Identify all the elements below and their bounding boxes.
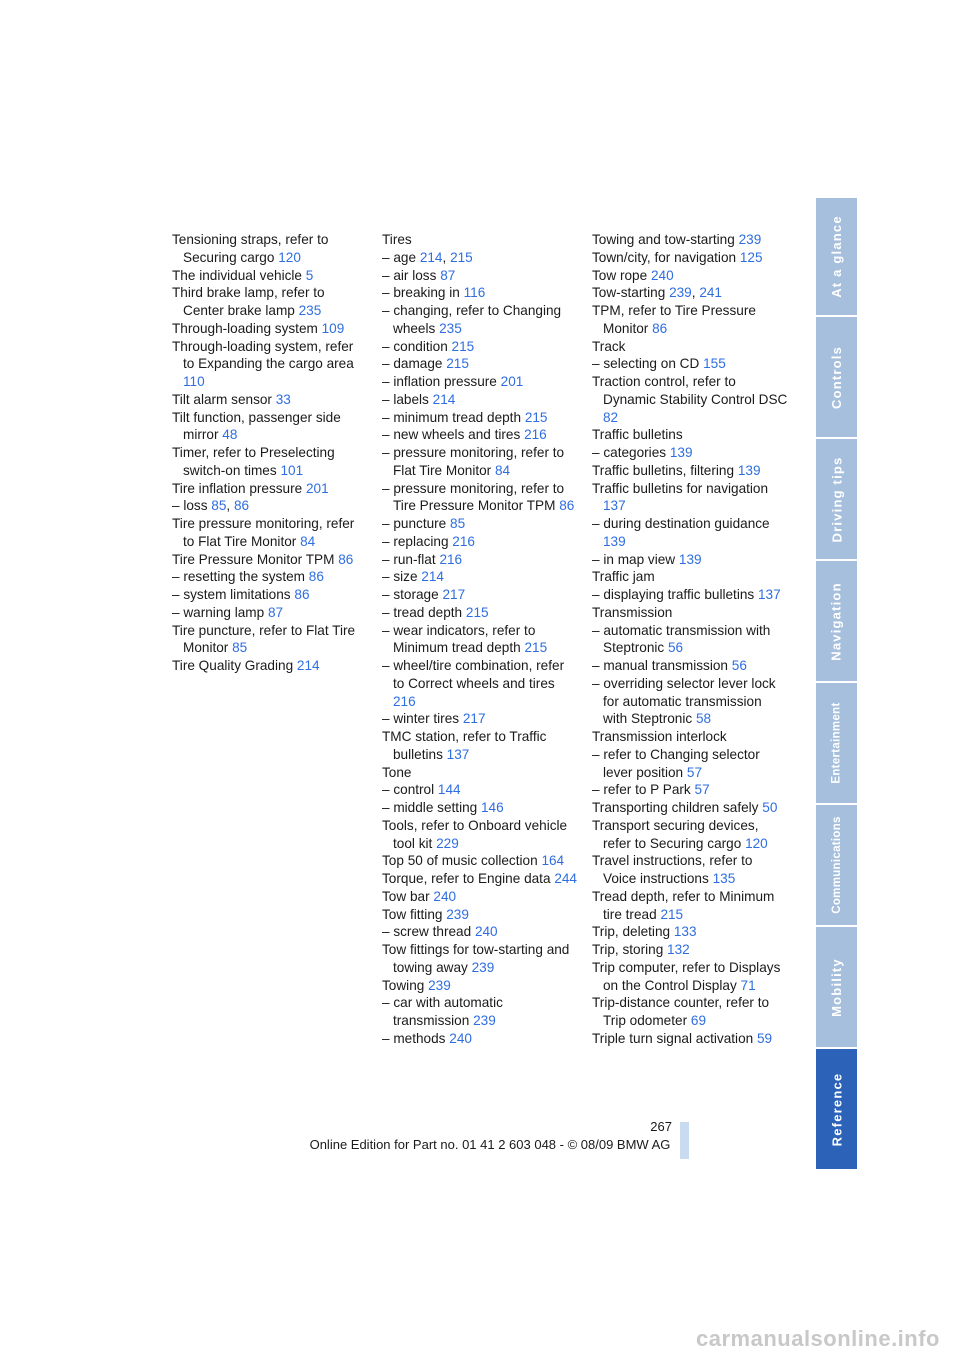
page-link[interactable]: 71 [740, 977, 756, 993]
index-entry [592, 888, 788, 924]
page-link[interactable]: 215 [465, 604, 489, 620]
index-entry: – age 214, 215 [382, 249, 473, 265]
index-term: – categories [592, 445, 667, 460]
tab-label: At a glance [829, 215, 844, 298]
index-entry [382, 338, 578, 356]
index-entry [382, 409, 578, 427]
index-term: Transmission interlock [592, 729, 727, 744]
index-term: Tire Quality Grading [172, 658, 294, 673]
index-entry [592, 302, 788, 338]
page-link[interactable]: 56 [668, 640, 684, 656]
index-term: – loss [172, 498, 208, 514]
index-entry [382, 284, 578, 302]
index-entry [592, 355, 788, 373]
index-entry [172, 657, 368, 675]
tab-label: Navigation [829, 581, 844, 661]
index-term: Triple turn signal activation [592, 1030, 754, 1046]
index-term: – refer to P Park [592, 782, 691, 798]
index-entry [592, 728, 788, 746]
index-term: Through-loading system, refer to Expanding the cargo area [172, 338, 354, 372]
index-term: Tow fitting [382, 906, 443, 922]
index-term: The individual vehicle [172, 267, 302, 283]
page-link[interactable]: 216 [439, 551, 463, 567]
index-entry [382, 1030, 578, 1048]
index-entry [382, 710, 578, 728]
index-term: Transport securing devices, refer to Securing cargo [592, 817, 759, 851]
page-link[interactable]: 50 [762, 800, 778, 815]
page-link[interactable]: 214 [296, 658, 320, 673]
page-link[interactable]: 240 [449, 1030, 472, 1046]
tab-mobility[interactable] [816, 927, 857, 1047]
index-term: – winter tires [382, 711, 460, 727]
page-link[interactable]: 214 [421, 569, 444, 585]
index-entry [382, 923, 578, 941]
index-term: – replacing [382, 533, 449, 549]
index-entry [592, 923, 788, 941]
index-entry [382, 657, 578, 710]
index-entry [592, 231, 788, 249]
index-term: – puncture [382, 516, 447, 531]
page-link[interactable]: 86 [308, 569, 324, 585]
index-entry [592, 959, 788, 995]
index-entry [592, 604, 788, 622]
index-term: Travel instructions, refer to Voice instructions [592, 853, 753, 886]
index-term: – methods [382, 1030, 446, 1046]
page-link[interactable]: 216 [524, 427, 547, 443]
page-link[interactable]: 85 [211, 498, 227, 514]
index-entry [382, 622, 578, 658]
index-entry [382, 480, 578, 516]
page-link[interactable]: 215 [450, 249, 473, 265]
index-entry: – loss 85, 86 [172, 498, 250, 514]
page-link[interactable]: 139 [678, 551, 702, 567]
page-link[interactable]: 48 [222, 427, 238, 443]
index-term: – tread depth [382, 604, 463, 620]
index-entry [592, 622, 788, 658]
index-entry [382, 515, 578, 533]
page-link[interactable]: 215 [660, 906, 684, 922]
index-entry [172, 231, 368, 267]
index-term: Torque, refer to Engine data [382, 871, 551, 886]
page-link[interactable]: 139 [603, 533, 626, 549]
index-entry [172, 604, 368, 622]
page-link[interactable]: 5 [305, 267, 314, 283]
index-entry [172, 391, 368, 409]
index-entry [382, 426, 578, 444]
index-term: – run-flat [382, 551, 436, 567]
page-link[interactable]: 239 [473, 1013, 496, 1028]
page-link[interactable]: 215 [446, 356, 469, 372]
index-term: Tensioning straps, refer to Securing cargo [172, 232, 329, 265]
index-column-3 [592, 231, 788, 1048]
page-link[interactable]: 214 [432, 391, 456, 407]
index-term: Transmission [592, 604, 673, 620]
page-link[interactable]: 240 [433, 888, 457, 904]
index-term: – wear indicators, refer to Minimum tread depth [382, 622, 536, 656]
index-term: – automatic transmission with Steptronic [592, 622, 771, 656]
page-link[interactable]: 85 [450, 516, 466, 531]
index-term: Tone [382, 764, 412, 780]
index-term: – resetting the system [172, 569, 305, 585]
index-entry [382, 391, 578, 409]
index-entry [592, 852, 788, 888]
page-link[interactable]: 120 [278, 249, 301, 265]
index-term: – control [382, 782, 435, 798]
index-term: Trip computer, refer to Displays on the Control Display [592, 959, 781, 993]
tab-label: Entertainment [830, 702, 843, 784]
index-term: – overriding selector lever lock for automatic transmission with Steptronic [592, 675, 776, 727]
index-term: – in map view [592, 551, 676, 567]
index-term: Traffic bulletins for navigation [592, 480, 769, 496]
index-entry [382, 941, 578, 977]
page-link[interactable]: 235 [298, 303, 322, 318]
index-term: Towing [382, 977, 425, 993]
index-term: Timer, refer to Preselecting switch-on times [172, 445, 335, 478]
index-entry [592, 551, 788, 569]
index-term: – wheel/tire combination, refer to Correct wheels and tires [382, 658, 565, 691]
index-column-1 [172, 231, 368, 675]
page-link[interactable]: 235 [439, 320, 462, 336]
index-entry [382, 781, 578, 799]
index-entry [592, 994, 788, 1030]
index-entry [592, 426, 788, 444]
page-link[interactable]: 244 [554, 871, 577, 886]
index-entry [592, 444, 788, 462]
index-entry [382, 355, 578, 373]
index-entry [172, 551, 368, 569]
tab-label: Controls [829, 345, 845, 409]
index-entry [172, 267, 368, 285]
index-entry: Tow-starting 239, 241 [592, 285, 722, 301]
index-term: Tow rope [592, 267, 648, 283]
index-term: Top 50 of music collection [382, 853, 538, 869]
page-link[interactable]: 217 [442, 587, 466, 602]
index-term: – displaying traffic bulletins [592, 587, 755, 602]
page-link[interactable]: 239 [471, 959, 495, 975]
index-entry [382, 799, 578, 817]
index-entry [382, 302, 578, 338]
page-link[interactable]: 229 [436, 835, 459, 851]
page-link[interactable]: 139 [669, 445, 693, 460]
index-entry [592, 746, 788, 782]
index-term: Tire pressure monitoring, refer to Flat Tire Monitor [172, 516, 355, 549]
page-number: 267 [650, 1119, 672, 1134]
page-link[interactable]: 239 [669, 285, 692, 301]
page-link[interactable]: 116 [463, 285, 486, 301]
footer-edition-note: Online Edition for Part no. 01 41 2 603 048 - © 08/09 BMW AG [309, 1137, 671, 1152]
index-entry [172, 320, 368, 338]
watermark: carmanualsonline.info [696, 1326, 940, 1351]
tab-label: Mobility [829, 957, 844, 1017]
page-link[interactable]: 120 [745, 835, 768, 851]
index-entry [172, 586, 368, 604]
page-link[interactable]: 137 [603, 498, 626, 514]
index-entry [382, 586, 578, 604]
index-entry [592, 781, 788, 799]
tab-at-a-glance[interactable] [816, 198, 857, 315]
index-term: – refer to Changing selector lever position [592, 746, 760, 780]
index-term: Traffic jam [592, 569, 655, 585]
index-entry [172, 444, 368, 480]
index-term: Tilt function, passenger side mirror [172, 409, 341, 443]
index-term: – condition [382, 338, 448, 354]
page-link[interactable]: 59 [756, 1030, 773, 1046]
page-link[interactable]: 56 [731, 658, 747, 673]
index-entry [592, 817, 788, 853]
page-link[interactable]: 58 [695, 711, 712, 727]
page-link[interactable]: 86 [233, 498, 250, 514]
page-link[interactable]: 57 [694, 782, 710, 798]
tab-controls[interactable] [816, 317, 857, 437]
index-term: – during destination guidance [592, 516, 770, 531]
page-link[interactable]: 214 [419, 249, 443, 265]
index-term: – warning lamp [172, 604, 265, 620]
page-link[interactable]: 69 [690, 1013, 707, 1028]
page-link[interactable]: 87 [267, 604, 284, 620]
index-column-2 [382, 231, 578, 1048]
index-term: – damage [382, 356, 443, 372]
index-term: Tread depth, refer to Minimum tire tread [592, 888, 775, 922]
page-link[interactable]: 109 [321, 320, 345, 336]
index-entry [382, 728, 578, 764]
index-entry [382, 977, 578, 995]
index-entry [592, 338, 788, 356]
index-entry [382, 568, 578, 586]
index-term: – air loss [382, 267, 437, 283]
index-term: Trip, deleting [592, 924, 671, 940]
page-link[interactable]: 86 [338, 551, 354, 567]
index-term: – age [382, 249, 417, 265]
index-entry [172, 409, 368, 445]
index-entry [172, 284, 368, 320]
index-entry [382, 373, 578, 391]
page-link[interactable]: 241 [699, 285, 722, 301]
index-term: – manual transmission [592, 658, 728, 673]
page-link[interactable]: 215 [524, 409, 548, 425]
tab-entertainment[interactable] [816, 683, 857, 803]
index-term: – size [382, 569, 418, 585]
index-term: – car with automatic transmission [382, 995, 503, 1028]
index-entry [382, 267, 578, 285]
page-link[interactable]: 82 [603, 409, 619, 425]
index-entry [382, 604, 578, 622]
index-entry [592, 267, 788, 285]
index-term: Tires [382, 232, 412, 247]
index-entry [382, 533, 578, 551]
index-term: Traffic bulletins [592, 427, 683, 443]
index-term: Trip-distance counter, refer to Trip odometer [592, 995, 770, 1028]
index-term: Trip, storing [592, 942, 664, 957]
index-term: Tire inflation pressure [172, 480, 303, 496]
page-link[interactable]: 135 [712, 871, 736, 886]
page-link[interactable]: 85 [232, 640, 248, 656]
index-term: TMC station, refer to Traffic bulletins [382, 729, 547, 762]
tab-label: Communications [830, 816, 843, 914]
page-link[interactable]: 33 [275, 391, 291, 407]
tab-label: Reference [829, 1072, 845, 1146]
index-term: Towing and tow-starting [592, 232, 735, 247]
page-link[interactable]: 137 [758, 587, 781, 602]
page-link[interactable]: 201 [500, 374, 524, 389]
index-term: Traction control, refer to Dynamic Stability Control DSC [592, 374, 788, 407]
section-tabs [816, 198, 857, 1171]
index-term: Traffic bulletins, filtering [592, 462, 735, 478]
tab-label: Driving tips [829, 456, 845, 542]
page-link[interactable]: 215 [451, 338, 475, 354]
index-entry [592, 249, 788, 267]
page-link[interactable]: 216 [393, 693, 416, 709]
index-term: Tilt alarm sensor [172, 391, 272, 407]
index-term: – minimum tread depth [382, 409, 522, 425]
page-link[interactable]: 201 [305, 480, 329, 496]
index-entry [172, 480, 368, 498]
page-link[interactable]: 84 [300, 533, 316, 549]
index-term: – middle setting [382, 800, 478, 815]
index-term: – changing, refer to Changing wheels [382, 303, 562, 336]
index-entry [172, 338, 368, 391]
index-entry [172, 568, 368, 586]
index-term: Tire Pressure Monitor TPM [172, 551, 335, 567]
page-link[interactable]: 240 [474, 924, 498, 940]
page-link[interactable]: 133 [673, 924, 697, 940]
index-entry [592, 675, 788, 728]
index-term: – pressure monitoring, refer to Tire Pressure Monitor TPM [382, 480, 565, 514]
page-link[interactable]: 215 [524, 640, 548, 656]
page-link[interactable]: 146 [481, 800, 504, 815]
page-link[interactable]: 86 [294, 587, 310, 602]
index-term: – storage [382, 587, 439, 602]
page-link[interactable]: 101 [280, 462, 304, 478]
page-link[interactable]: 155 [703, 356, 726, 372]
index-entry [592, 462, 788, 480]
page-link[interactable]: 84 [494, 462, 511, 478]
page-link[interactable]: 132 [667, 942, 690, 957]
index-entry [382, 231, 578, 249]
index-entry [592, 1030, 788, 1048]
page-link[interactable]: 137 [446, 746, 470, 762]
index-entry [592, 586, 788, 604]
page-link[interactable]: 110 [183, 374, 205, 389]
tab-driving-tips[interactable] [816, 439, 857, 559]
index-term: – selecting on CD [592, 356, 700, 372]
index-entry [382, 551, 578, 569]
index-entry [382, 764, 578, 782]
index-term: Tow bar [382, 888, 430, 904]
index-entry [592, 480, 788, 516]
page-link[interactable]: 217 [462, 711, 486, 727]
index-term: Tools, refer to Onboard vehicle tool kit [382, 817, 568, 851]
index-entry [172, 622, 368, 658]
index-term: Third brake lamp, refer to Center brake lamp [172, 285, 325, 318]
index-term: – inflation pressure [382, 374, 497, 389]
index-entry [382, 870, 578, 888]
index-entry [592, 657, 788, 675]
index-term: – pressure monitoring, refer to Flat Tire Monitor [382, 445, 565, 478]
index-entry [382, 994, 578, 1030]
index-term: Town/city, for navigation [592, 249, 737, 265]
index-entry [382, 817, 578, 853]
page-link[interactable]: 86 [559, 498, 575, 514]
index-term: Through-loading system [172, 320, 318, 336]
page-link[interactable]: 164 [541, 853, 565, 869]
index-entry [592, 941, 788, 959]
tab-navigation[interactable] [816, 561, 857, 681]
page-link[interactable]: 239 [446, 906, 469, 922]
index-term: Track [592, 338, 626, 354]
page-link[interactable]: 86 [652, 320, 668, 336]
page-link[interactable]: 240 [650, 267, 674, 283]
page-link[interactable]: 239 [428, 977, 451, 993]
index-term: Tire puncture, refer to Flat Tire Monitor [172, 622, 356, 656]
tab-communications[interactable] [816, 805, 857, 925]
index-entry [592, 568, 788, 586]
page-link[interactable]: 144 [437, 782, 461, 798]
index-term: – breaking in [382, 285, 460, 301]
index-term: – system limitations [172, 587, 291, 602]
index-term: – screw thread [382, 924, 472, 940]
page-link[interactable]: 125 [739, 249, 763, 265]
index-entry [592, 373, 788, 426]
index-term: TPM, refer to Tire Pressure Monitor [592, 303, 756, 336]
index-term: Tow-starting [592, 285, 666, 301]
index-entry [382, 852, 578, 870]
index-entry [382, 888, 578, 906]
index-term: Tow fittings for tow-starting and towing away [382, 942, 570, 975]
index-entry [382, 906, 578, 924]
page-link[interactable]: 57 [686, 764, 703, 780]
index-term: – labels [382, 391, 429, 407]
page-link[interactable]: 239 [738, 232, 762, 247]
index-term: Transporting children safely [592, 800, 759, 815]
index-entry [592, 799, 788, 817]
index-term: – new wheels and tires [382, 427, 521, 443]
page-link[interactable]: 139 [737, 462, 761, 478]
page-link[interactable]: 216 [452, 533, 475, 549]
index-entry [592, 515, 788, 551]
page-link[interactable]: 87 [440, 267, 456, 283]
index-entry [382, 444, 578, 480]
index-entry [172, 515, 368, 551]
